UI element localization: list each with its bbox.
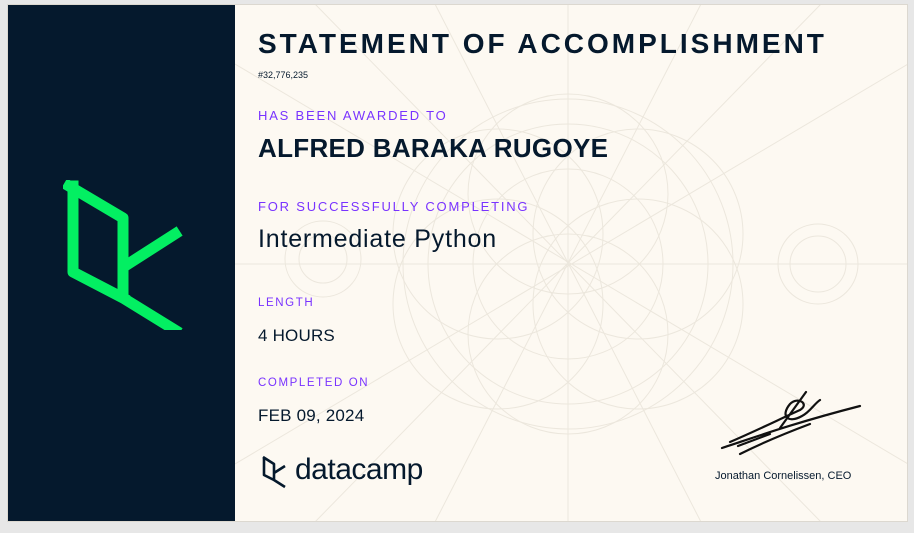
certificate-sidebar [7,4,235,522]
datacamp-wordmark: datacamp [295,453,423,486]
datacamp-large-logo-icon [63,180,183,330]
length-value: 4 HOURS [258,326,335,345]
certificate-id: #32,776,235 [258,70,309,80]
recipient-name: ALFRED BARAKA RUGOYE [258,133,609,163]
length-label: LENGTH [258,297,315,309]
ceo-signature [710,384,870,464]
completed-label: COMPLETED ON [258,377,370,389]
datacamp-logo-icon [261,455,287,489]
awarded-label: HAS BEEN AWARDED TO [258,108,448,123]
completing-label: FOR SUCCESSFULLY COMPLETING [258,199,530,214]
certificate-title: STATEMENT OF ACCOMPLISHMENT [258,28,827,59]
course-name: Intermediate Python [258,225,497,253]
completed-value: FEB 09, 2024 [258,406,365,425]
signer-name: Jonathan Cornelissen, CEO [715,470,852,482]
